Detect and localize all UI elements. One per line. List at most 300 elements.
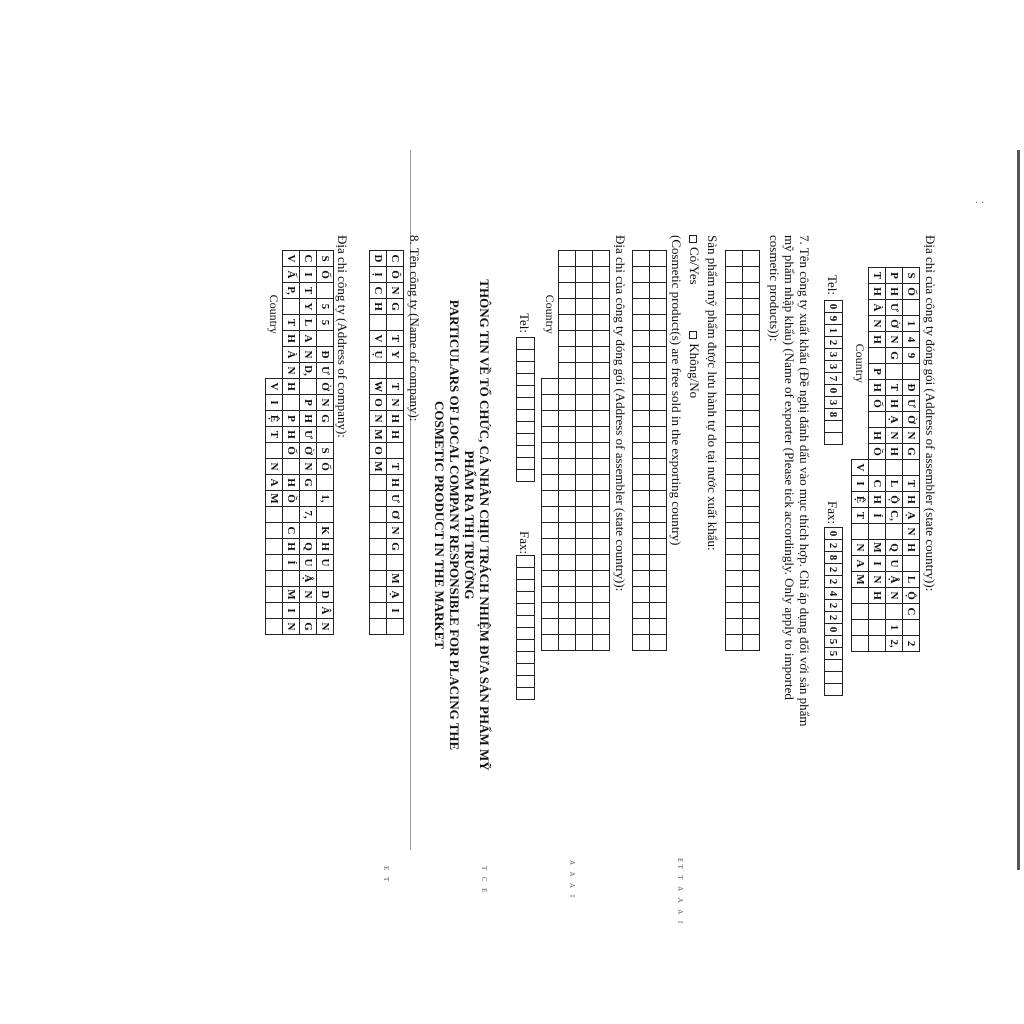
grid-cell: N: [387, 523, 404, 539]
grid-cell: M: [370, 459, 387, 475]
grid-cell: Ờ: [300, 443, 317, 459]
grid-cell: I: [283, 603, 300, 619]
grid-cell: [650, 331, 667, 347]
grid-cell: [593, 587, 610, 603]
no-label: Không/No: [687, 343, 702, 399]
grid-cell: [903, 620, 920, 636]
grid-cell: C: [869, 476, 886, 492]
grid-cell: [633, 331, 650, 347]
grid-cell: [593, 379, 610, 395]
grid-cell: Í: [283, 555, 300, 571]
grid-cell: [576, 395, 593, 411]
grid-cell: [593, 427, 610, 443]
grid-cell: N: [387, 395, 404, 411]
country-cell: A: [266, 475, 283, 491]
grid-cell: [650, 571, 667, 587]
grid-cell: À: [869, 300, 886, 316]
grid-cell: C: [300, 251, 317, 267]
grid-cell: [650, 475, 667, 491]
grid-cell: [593, 635, 610, 651]
grid-cell: G: [903, 444, 920, 460]
grid-cell: Ố: [903, 284, 920, 300]
no-checkbox[interactable]: [689, 331, 697, 339]
grid-row: [300, 251, 317, 635]
country-cell: [542, 411, 559, 427]
country-cell: [266, 507, 283, 523]
grid-cell: [576, 555, 593, 571]
grid-cell: [633, 603, 650, 619]
grid-cell: [317, 283, 334, 299]
grid-cell: M: [387, 571, 404, 587]
grid-cell: [317, 507, 334, 523]
grid-cell: M: [283, 587, 300, 603]
grid-cell: H: [283, 475, 300, 491]
grid-cell: [743, 411, 760, 427]
grid-cell: N: [317, 395, 334, 411]
grid-cell: L: [300, 315, 317, 331]
grid-cell: [633, 507, 650, 523]
grid-cell: [743, 475, 760, 491]
fax-label: Fax:: [825, 501, 840, 525]
grid-cell: [370, 539, 387, 555]
country-cell: [542, 571, 559, 587]
grid-cell: 5: [825, 636, 843, 648]
grid-cell: [633, 395, 650, 411]
grid-cell: Ố: [283, 443, 300, 459]
grid-cell: [726, 299, 743, 315]
grid-cell: [650, 459, 667, 475]
grid-cell: Ạ: [903, 508, 920, 524]
grid-cell: C: [370, 283, 387, 299]
grid-cell: N: [903, 428, 920, 444]
grid-cell: [593, 459, 610, 475]
grid-cell: [593, 571, 610, 587]
grid-cell: O: [370, 443, 387, 459]
grid-cell: 0: [825, 385, 843, 397]
grid-cell: H: [283, 539, 300, 555]
grid-cell: I: [387, 603, 404, 619]
country-label: Country: [266, 294, 281, 334]
grid-cell: [517, 458, 535, 470]
country-cell: [852, 588, 869, 604]
grid-row: [633, 251, 650, 651]
grid-cell: [869, 524, 886, 540]
country-cell: [542, 555, 559, 571]
grid-cell: [650, 363, 667, 379]
yes-label: Có/Yes: [687, 247, 702, 285]
grid-row: [726, 251, 743, 651]
grid-cell: [743, 635, 760, 651]
grid-cell: [283, 395, 300, 411]
grid-cell: H: [903, 540, 920, 556]
grid-cell: [650, 491, 667, 507]
grid-cell: [593, 251, 610, 267]
free-sale-options: [687, 235, 702, 398]
grid-cell: [593, 395, 610, 411]
heading-vi-line-1: THÔNG TIN VỀ TỔ CHỨC, CÁ NHÂN CHỊU TRÁCH NHIỆM ĐƯA SẢN PHẨM MỸ: [477, 279, 492, 771]
grid-cell: [886, 460, 903, 476]
grid-cell: [903, 364, 920, 380]
grid-cell: [559, 603, 576, 619]
grid-cell: Ạ: [387, 587, 404, 603]
grid-cell: [743, 459, 760, 475]
grid-cell: [517, 604, 535, 616]
grid-cell: Ị: [370, 267, 387, 283]
grid-cell: [517, 568, 535, 580]
grid-cell: [370, 619, 387, 635]
grid-cell: C: [903, 604, 920, 620]
grid-cell: [869, 460, 886, 476]
grid-cell: [517, 446, 535, 458]
grid-cell: [370, 315, 387, 331]
grid-cell: N: [886, 332, 903, 348]
grid-row: [283, 251, 300, 635]
assembler-address-grid: [851, 267, 920, 652]
free-sale-label: Sản phẩm mỹ phẩm được lưu hành tự do tại nước xuất khẩu:: [705, 235, 720, 551]
grid-cell: T: [903, 476, 920, 492]
country-cell: [852, 636, 869, 652]
grid-cell: G: [387, 299, 404, 315]
grid-cell: [633, 347, 650, 363]
country-cell: V: [852, 460, 869, 476]
grid-cell: [300, 491, 317, 507]
grid-cell: H: [869, 428, 886, 444]
grid-cell: [726, 379, 743, 395]
grid-cell: N: [300, 587, 317, 603]
grid-cell: 0: [825, 301, 843, 313]
grid-row: [387, 251, 404, 635]
grid-cell: N: [370, 411, 387, 427]
grid-cell: [743, 379, 760, 395]
assembler-2-address-grid: [541, 250, 610, 651]
country-cell: M: [852, 572, 869, 588]
grid-cell: Ộ: [886, 492, 903, 508]
grid-row: [593, 251, 610, 651]
grid-cell: [633, 299, 650, 315]
grid-cell: U: [317, 555, 334, 571]
grid-cell: [633, 619, 650, 635]
grid-cell: 2: [825, 576, 843, 588]
grid-cell: 2,: [886, 636, 903, 652]
grid-cell: V: [283, 251, 300, 267]
grid-cell: 1: [903, 316, 920, 332]
grid-cell: H: [283, 331, 300, 347]
grid-cell: V: [370, 331, 387, 347]
grid-cell: [517, 434, 535, 446]
grid-cell: [559, 411, 576, 427]
bleed-through-text-3: ᴛ ᴄ ᴇ: [479, 866, 490, 895]
grid-cell: [869, 620, 886, 636]
grid-cell: T: [300, 283, 317, 299]
grid-cell: [743, 299, 760, 315]
grid-cell: [559, 619, 576, 635]
grid-cell: [317, 427, 334, 443]
grid-cell: K: [317, 523, 334, 539]
grid-cell: [743, 587, 760, 603]
grid-cell: [300, 523, 317, 539]
grid-cell: [650, 267, 667, 283]
grid-cell: 4: [825, 588, 843, 600]
grid-cell: [886, 604, 903, 620]
grid-cell: Ờ: [317, 379, 334, 395]
grid-cell: [576, 267, 593, 283]
grid-cell: [387, 315, 404, 331]
grid-cell: [869, 604, 886, 620]
grid-cell: [559, 427, 576, 443]
grid-cell: [517, 616, 535, 628]
grid-cell: 2: [825, 564, 843, 576]
grid-cell: N: [886, 588, 903, 604]
tel-label: Tel:: [825, 275, 840, 296]
grid-cell: [559, 635, 576, 651]
grid-cell: [869, 412, 886, 428]
grid-cell: 2: [825, 612, 843, 624]
grid-cell: [576, 363, 593, 379]
grid-cell: 2: [903, 636, 920, 652]
grid-cell: Ậ: [886, 572, 903, 588]
grid-cell: [576, 475, 593, 491]
grid-cell: [576, 251, 593, 267]
grid-cell: Y: [387, 347, 404, 363]
grid-cell: [283, 459, 300, 475]
grid-cell: N: [283, 619, 300, 635]
grid-cell: [726, 395, 743, 411]
country-cell: [266, 587, 283, 603]
grid-cell: L: [886, 476, 903, 492]
grid-cell: [370, 475, 387, 491]
grid-cell: [743, 555, 760, 571]
grid-cell: H: [869, 380, 886, 396]
grid-cell: [650, 443, 667, 459]
grid-cell: T: [283, 315, 300, 331]
grid-cell: [576, 443, 593, 459]
grid-cell: [517, 652, 535, 664]
grid-cell: [726, 427, 743, 443]
grid-cell: [517, 422, 535, 434]
grid-cell: [559, 571, 576, 587]
country-row: [266, 251, 283, 635]
grid-cell: [726, 619, 743, 635]
grid-cell: I: [300, 267, 317, 283]
grid-cell: 3: [825, 397, 843, 409]
grid-cell: [559, 555, 576, 571]
country-cell: I: [266, 395, 283, 411]
grid-cell: 1: [886, 620, 903, 636]
grid-cell: [650, 587, 667, 603]
grid-cell: Ồ: [869, 444, 886, 460]
grid-cell: [903, 300, 920, 316]
grid-cell: [317, 475, 334, 491]
grid-cell: [317, 571, 334, 587]
fax-2-label: Fax:: [517, 531, 532, 555]
grid-cell: [743, 539, 760, 555]
grid-cell: [517, 398, 535, 410]
grid-cell: P,: [283, 283, 300, 299]
country-cell: [266, 555, 283, 571]
grid-cell: [559, 443, 576, 459]
grid-cell: [283, 299, 300, 315]
country-cell: I: [852, 476, 869, 492]
exporter-name-grid: [725, 250, 760, 651]
grid-cell: [576, 427, 593, 443]
country-label: Country: [542, 294, 557, 334]
grid-cell: M: [370, 427, 387, 443]
grid-cell: Ộ: [903, 588, 920, 604]
country-row: [852, 268, 869, 652]
grid-cell: [559, 587, 576, 603]
grid-cell: [559, 283, 576, 299]
grid-cell: [559, 379, 576, 395]
grid-cell: [903, 460, 920, 476]
grid-cell: [576, 619, 593, 635]
country-cell: T: [852, 508, 869, 524]
grid-cell: Q: [886, 540, 903, 556]
country-cell: [266, 619, 283, 635]
grid-cell: N: [300, 347, 317, 363]
grid-row: [825, 301, 843, 445]
exporter-address-grid: [632, 250, 667, 651]
grid-cell: [869, 348, 886, 364]
grid-cell: T: [869, 268, 886, 284]
scan-speckle: · ·: [975, 198, 985, 209]
grid-cell: [387, 619, 404, 635]
grid-cell: Ờ: [886, 316, 903, 332]
grid-cell: Y: [300, 299, 317, 315]
grid-cell: [559, 475, 576, 491]
country-cell: [852, 524, 869, 540]
grid-cell: [576, 603, 593, 619]
grid-row: [743, 251, 760, 651]
yes-checkbox[interactable]: [689, 235, 697, 243]
grid-cell: Ạ: [886, 412, 903, 428]
grid-cell: [726, 315, 743, 331]
grid-cell: [559, 459, 576, 475]
grid-cell: N: [886, 428, 903, 444]
grid-cell: [576, 635, 593, 651]
grid-cell: [633, 283, 650, 299]
grid-cell: [903, 556, 920, 572]
grid-cell: P: [886, 268, 903, 284]
grid-cell: [650, 523, 667, 539]
grid-row: [517, 556, 535, 700]
grid-cell: 2: [825, 600, 843, 612]
grid-cell: [726, 475, 743, 491]
grid-cell: [517, 410, 535, 422]
grid-cell: [517, 556, 535, 568]
grid-cell: D: [370, 251, 387, 267]
grid-cell: Ậ: [300, 571, 317, 587]
grid-cell: [517, 664, 535, 676]
grid-cell: [633, 491, 650, 507]
grid-cell: N: [387, 283, 404, 299]
grid-cell: [517, 688, 535, 700]
country-cell: Ệ: [266, 411, 283, 427]
grid-cell: [650, 251, 667, 267]
grid-cell: [726, 571, 743, 587]
grid-row: [317, 251, 334, 635]
grid-cell: [517, 640, 535, 652]
grid-cell: [593, 347, 610, 363]
grid-cell: [633, 475, 650, 491]
grid-cell: [517, 386, 535, 398]
country-cell: V: [266, 379, 283, 395]
grid-cell: [650, 603, 667, 619]
grid-cell: [726, 411, 743, 427]
grid-cell: [743, 315, 760, 331]
grid-cell: [370, 507, 387, 523]
grid-cell: [300, 379, 317, 395]
grid-row: [886, 268, 903, 652]
grid-cell: 5: [317, 315, 334, 331]
grid-cell: [370, 491, 387, 507]
grid-cell: Ồ: [283, 491, 300, 507]
country-cell: [542, 475, 559, 491]
grid-cell: S: [317, 251, 334, 267]
country-cell: [542, 427, 559, 443]
grid-cell: H: [886, 284, 903, 300]
grid-cell: Ố: [317, 267, 334, 283]
grid-cell: [517, 580, 535, 592]
grid-cell: [370, 603, 387, 619]
grid-cell: 3: [825, 349, 843, 361]
grid-cell: [559, 491, 576, 507]
grid-cell: [650, 635, 667, 651]
grid-cell: Ố: [869, 396, 886, 412]
grid-cell: [650, 283, 667, 299]
grid-cell: T: [387, 379, 404, 395]
grid-cell: U: [886, 556, 903, 572]
grid-cell: [593, 331, 610, 347]
grid-cell: [633, 539, 650, 555]
grid-cell: [576, 331, 593, 347]
grid-cell: [559, 539, 576, 555]
grid-cell: P: [300, 395, 317, 411]
grid-cell: [825, 433, 843, 445]
grid-cell: I: [869, 556, 886, 572]
grid-cell: [726, 283, 743, 299]
section-7-line-3: cosmetic products)):: [767, 235, 782, 342]
grid-row: [576, 251, 593, 651]
grid-cell: Ô: [387, 267, 404, 283]
grid-cell: [633, 587, 650, 603]
country-row: [542, 251, 559, 651]
grid-cell: L: [903, 572, 920, 588]
grid-cell: H: [886, 396, 903, 412]
grid-cell: H: [869, 492, 886, 508]
bleed-through-text-2: ᴀ ᴀ ᴀ ɪ: [567, 860, 578, 900]
grid-cell: [743, 443, 760, 459]
grid-cell: H: [869, 332, 886, 348]
grid-cell: [726, 491, 743, 507]
grid-cell: [743, 571, 760, 587]
grid-cell: 3: [825, 361, 843, 373]
grid-cell: [650, 507, 667, 523]
country-cell: [542, 507, 559, 523]
country-cell: Ệ: [852, 492, 869, 508]
grid-cell: [726, 603, 743, 619]
grid-cell: [633, 363, 650, 379]
grid-cell: [576, 459, 593, 475]
grid-cell: [559, 363, 576, 379]
grid-cell: [743, 267, 760, 283]
grid-cell: [593, 411, 610, 427]
grid-cell: H: [283, 379, 300, 395]
grid-cell: W: [370, 379, 387, 395]
grid-row: [903, 268, 920, 652]
grid-cell: [283, 571, 300, 587]
grid-cell: [726, 587, 743, 603]
grid-cell: [633, 267, 650, 283]
